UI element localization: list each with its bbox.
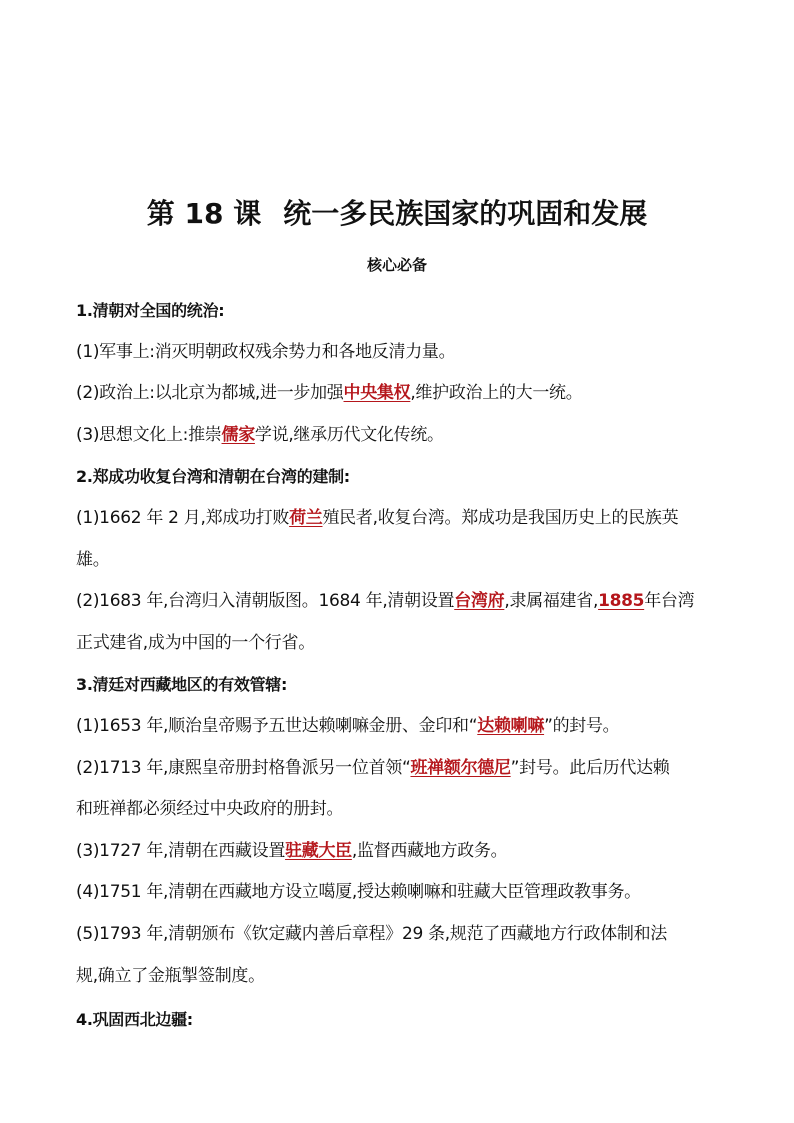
section-2-heading: 2.郑成功收复台湾和清朝在台湾的建制: bbox=[76, 467, 350, 487]
text-segment: 年台湾 bbox=[644, 591, 695, 612]
section-3-item-2-cont: 和班禅都必须经过中央政府的册封。 bbox=[76, 799, 344, 820]
section-1-item-2 bbox=[76, 373, 720, 415]
keyword-highlight: 中央集权 bbox=[343, 383, 411, 404]
keyword-highlight: 1885 bbox=[598, 591, 645, 612]
text-segment: 学说,继承历代文化传统。 bbox=[254, 424, 444, 445]
section-1-heading: 1.清朝对全国的统治: bbox=[76, 301, 225, 320]
text-segment: (3)1727 年,清朝在西藏设置 bbox=[76, 840, 286, 861]
section-1-item-3 bbox=[76, 415, 720, 457]
text-segment: (2)政治上:以北京为都城,进一步加强 bbox=[76, 383, 344, 404]
content-body bbox=[76, 290, 720, 1041]
section-3-item-3 bbox=[76, 831, 720, 873]
text-segment: ,隶属福建省, bbox=[504, 591, 599, 612]
lesson-title: 统一多民族国家的巩固和发展 bbox=[283, 197, 648, 230]
section-subtitle: 核心必备 bbox=[366, 256, 427, 274]
text-segment: 殖民者,收复台湾。郑成功是我国历史上的民族英 bbox=[322, 507, 679, 528]
lesson-number: 第 18 课 bbox=[146, 197, 262, 230]
keyword-highlight: 达赖喇嘛 bbox=[477, 715, 545, 736]
section-3-item-1 bbox=[76, 706, 720, 748]
text-segment: (3)思想文化上:推崇 bbox=[76, 424, 222, 445]
section-3-item-5-cont: 规,确立了金瓶掣签制度。 bbox=[76, 965, 265, 986]
text-segment: (2)1713 年,康熙皇帝册封格鲁派另一位首领“ bbox=[76, 757, 411, 778]
section-3-item-4: (4)1751 年,清朝在西藏地方设立噶厦,授达赖喇嘛和驻藏大臣管理政教事务。 bbox=[76, 882, 641, 903]
section-3-item-2 bbox=[76, 748, 720, 790]
keyword-highlight: 驻藏大臣 bbox=[285, 840, 352, 861]
keyword-highlight: 台湾府 bbox=[454, 591, 505, 612]
section-3-heading: 3.清廷对西藏地区的有效管辖: bbox=[76, 675, 288, 695]
text-segment: ,维护政治上的大一统。 bbox=[410, 383, 583, 404]
text-segment: (2)1683 年,台湾归入清朝版图。1684 年,清朝设置 bbox=[76, 591, 455, 612]
keyword-highlight: 班禅额尔德尼 bbox=[410, 757, 511, 778]
text-segment: (1)1662 年 2 月,郑成功打败 bbox=[76, 507, 290, 528]
section-4-heading: 4.巩固西北边疆: bbox=[76, 1010, 193, 1030]
section-2-item-1-cont: 雄。 bbox=[76, 549, 110, 570]
section-2-item-1 bbox=[76, 498, 720, 540]
section-2-item-2 bbox=[76, 581, 720, 623]
text-segment: (1)1653 年,顺治皇帝赐予五世达赖喇嘛金册、金印和“ bbox=[76, 715, 478, 736]
keyword-highlight: 儒家 bbox=[221, 424, 255, 445]
section-1-item-1: (1)军事上:消灭明朝政权残余势力和各地反清力量。 bbox=[76, 341, 456, 362]
text-segment: ,监督西藏地方政务。 bbox=[351, 840, 508, 861]
keyword-highlight: 荷兰 bbox=[289, 507, 323, 528]
section-2-item-2-cont: 正式建省,成为中国的一个行省。 bbox=[76, 632, 315, 653]
section-3-item-5: (5)1793 年,清朝颁布《钦定藏内善后章程》29 条,规范了西藏地方行政体制和法 bbox=[76, 923, 667, 944]
text-segment: ”封号。此后历代达赖 bbox=[510, 757, 670, 778]
text-segment: ”的封号。 bbox=[544, 715, 620, 736]
page-title bbox=[0, 192, 794, 232]
